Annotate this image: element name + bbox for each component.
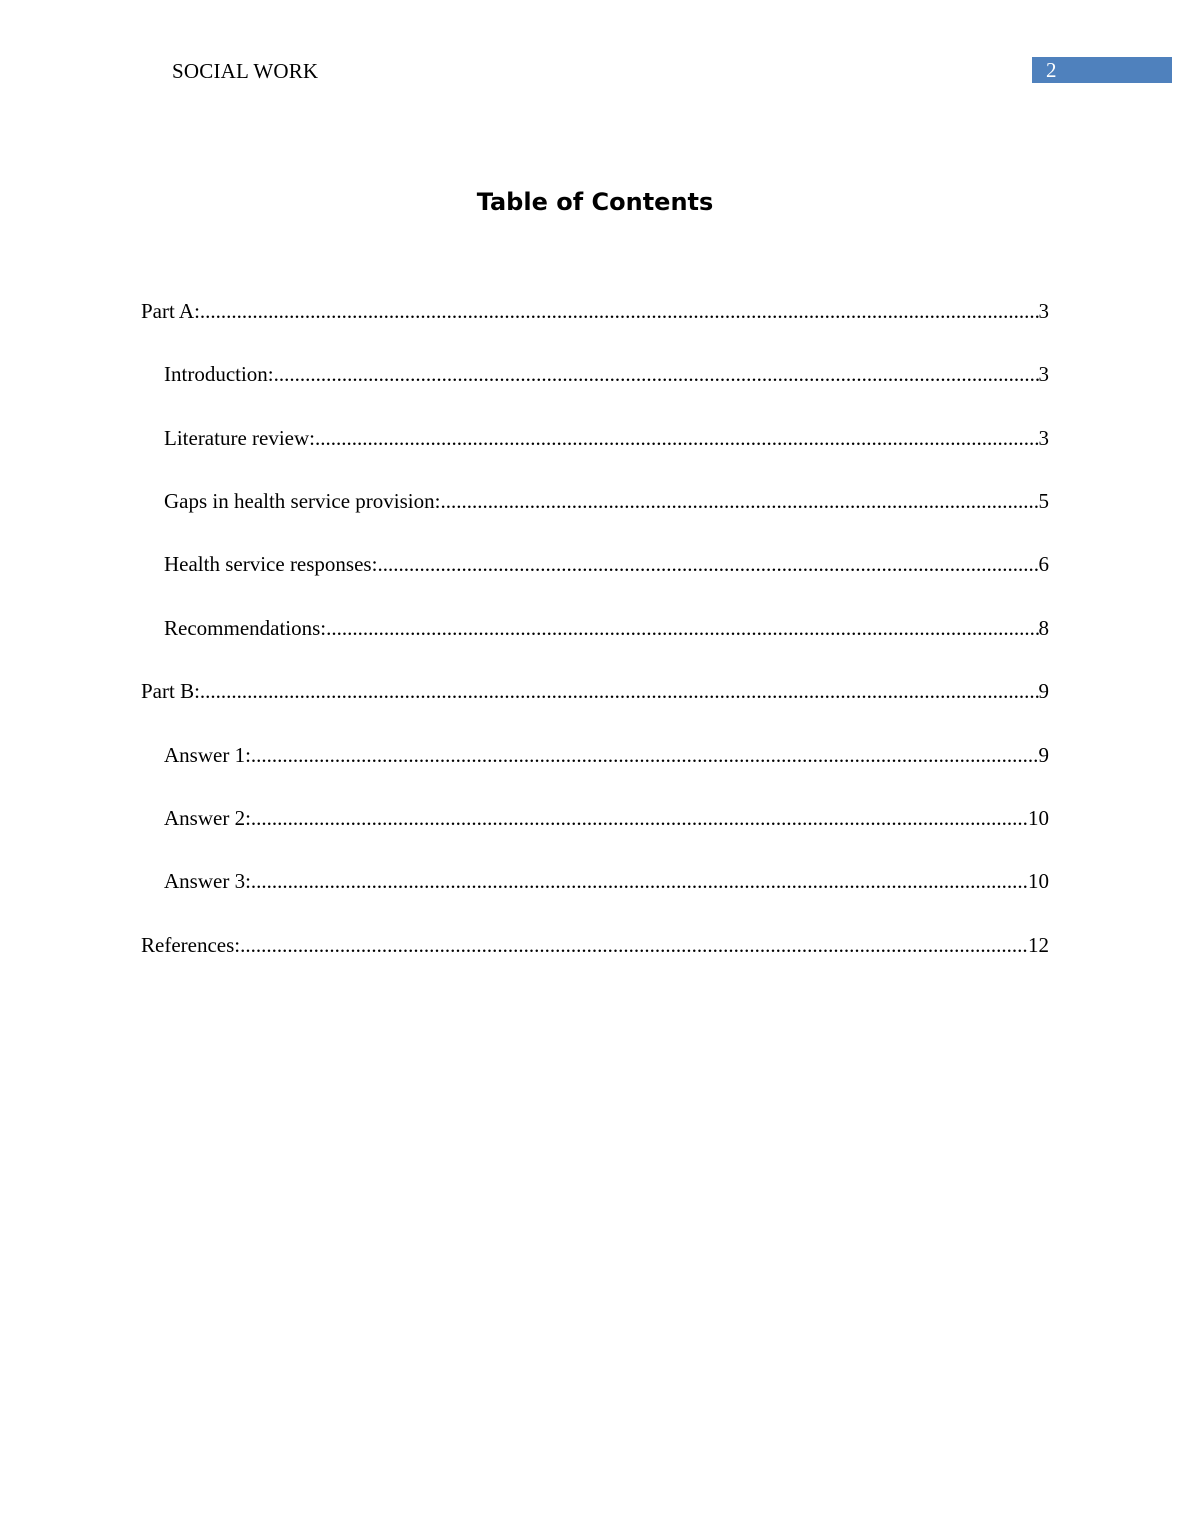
- toc-entry-label: Answer 2:: [164, 806, 251, 830]
- toc-entry-recommendations[interactable]: [164, 614, 1049, 642]
- toc-entry-page: 12: [1028, 933, 1049, 957]
- toc-dot-leader: [440, 487, 1038, 515]
- toc-dot-leader: [274, 360, 1039, 388]
- toc-entry-part-b[interactable]: [141, 677, 1049, 705]
- toc-entry-answer-1[interactable]: [164, 741, 1049, 769]
- toc-entry-page: 6: [1038, 552, 1049, 576]
- toc-dot-leader: [200, 677, 1039, 705]
- toc-entry-page: 9: [1038, 743, 1049, 767]
- toc-entry-label: Recommendations:: [164, 616, 327, 640]
- toc-entry-answer-2[interactable]: [164, 804, 1049, 832]
- toc-entry-literature-review[interactable]: [164, 424, 1049, 452]
- toc-entry-page: 3: [1038, 362, 1049, 386]
- toc-dot-leader: [251, 804, 1028, 832]
- toc-dot-leader: [326, 614, 1038, 642]
- page-number-badge: [1032, 57, 1172, 83]
- running-head: SOCIAL WORK: [172, 59, 319, 83]
- toc-entry-page: 9: [1038, 679, 1049, 703]
- toc-dot-leader: [315, 424, 1039, 452]
- toc-entry-page: 10: [1028, 806, 1049, 830]
- toc-entry-label: Health service responses:: [164, 552, 378, 576]
- toc-dot-leader: [251, 867, 1028, 895]
- toc-entry-part-a[interactable]: [141, 297, 1049, 325]
- toc-entry-gaps-in-health-service-provision[interactable]: [164, 487, 1049, 515]
- toc-entry-page: 5: [1038, 489, 1049, 513]
- toc-entry-label: Part A:: [141, 299, 200, 323]
- toc-entry-page: 3: [1038, 426, 1049, 450]
- page-number: 2: [1046, 58, 1057, 82]
- toc-entry-label: Gaps in health service provision:: [164, 489, 441, 513]
- toc-entry-label: Answer 3:: [164, 869, 251, 893]
- toc-entry-references[interactable]: [141, 931, 1049, 959]
- toc-entry-label: Answer 1:: [164, 743, 251, 767]
- toc-entry-page: 10: [1028, 869, 1049, 893]
- toc-entry-label: Introduction:: [164, 362, 274, 386]
- toc-dot-leader: [377, 550, 1038, 578]
- toc-entry-label: Literature review:: [164, 426, 315, 450]
- toc-dot-leader: [251, 741, 1039, 769]
- toc-dot-leader: [240, 931, 1028, 959]
- toc-entry-answer-3[interactable]: [164, 867, 1049, 895]
- toc-title: Table of Contents: [476, 188, 714, 216]
- toc-entry-page: 8: [1038, 616, 1049, 640]
- toc-entry-health-service-responses[interactable]: [164, 550, 1049, 578]
- toc-entry-label: Part B:: [141, 679, 200, 703]
- table-of-contents: [141, 0, 1049, 1540]
- toc-entry-introduction[interactable]: [164, 360, 1049, 388]
- toc-dot-leader: [200, 297, 1039, 325]
- toc-entry-page: 3: [1038, 299, 1049, 323]
- toc-entry-label: References:: [141, 933, 241, 957]
